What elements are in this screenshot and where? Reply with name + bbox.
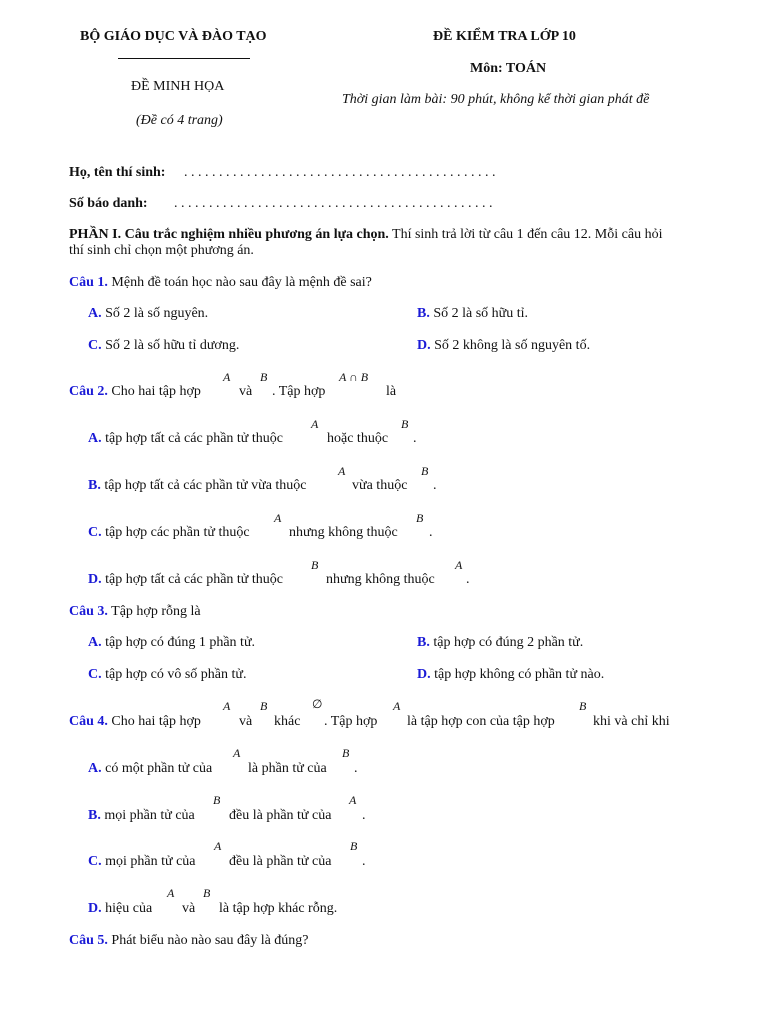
option-text: Số 2 là số nguyên. — [101, 306, 209, 321]
set-symbol: A — [311, 417, 319, 431]
q2-option-d[interactable] — [88, 572, 283, 588]
option-label: C. — [88, 854, 102, 869]
option-text: Số 2 là số hữu tỉ. — [429, 306, 529, 321]
q2-option-c[interactable] — [88, 525, 250, 541]
question-1 — [69, 275, 372, 291]
question-label: Câu 3. — [69, 604, 108, 619]
question-text: Mệnh đề toán học nào sau đây là mệnh đề sai? — [107, 275, 372, 290]
option-text: vừa thuộc — [352, 478, 408, 493]
question-label: Câu 5. — [69, 933, 108, 948]
set-symbol: A — [338, 464, 346, 478]
question-text: khi và chỉ khi — [593, 714, 670, 729]
set-symbol: B — [579, 699, 587, 713]
question-text: Cho hai tập hợp — [107, 714, 201, 729]
set-symbol: A — [233, 746, 241, 760]
part1-heading — [69, 227, 662, 243]
q1-option-d[interactable] — [417, 338, 590, 354]
option-label: D. — [417, 667, 431, 682]
student-name-label: Họ, tên thí sinh: — [69, 165, 166, 180]
question-text: là — [386, 384, 397, 399]
set-symbol: A — [393, 699, 401, 713]
question-text: Cho hai tập hợp — [107, 384, 201, 399]
q4-option-a[interactable] — [88, 761, 212, 777]
question-label: Câu 4. — [69, 714, 108, 729]
q3-option-c[interactable] — [88, 667, 247, 683]
option-label: A. — [88, 635, 102, 650]
q4-option-d[interactable] — [88, 901, 152, 917]
set-symbol: B — [421, 464, 429, 478]
option-text: . — [362, 854, 366, 869]
option-label: A. — [88, 761, 102, 776]
question-text: . Tập hợp — [272, 384, 326, 399]
set-symbol: B — [311, 558, 319, 572]
option-text: là tập hợp khác rỗng. — [219, 901, 338, 916]
empty-set-symbol: ∅ — [312, 697, 323, 711]
q3-option-a[interactable] — [88, 635, 255, 651]
set-symbol: A — [274, 511, 282, 525]
option-text: tập hợp không có phần tử nào. — [430, 667, 605, 682]
option-text: . — [466, 572, 470, 587]
student-name-field[interactable]: . . . . . . . . . . . . . . . . . . . . . . . . . . . . . . . . . . . . . . . . . . . . . — [184, 165, 496, 180]
q1-option-b[interactable] — [417, 306, 528, 322]
option-text: Số 2 không là số nguyên tố. — [430, 338, 591, 353]
set-symbol: B — [416, 511, 424, 525]
page-count: (Đề có 4 trang) — [136, 113, 223, 128]
option-label: C. — [88, 667, 102, 682]
option-text: . — [429, 525, 433, 540]
set-symbol: A — [223, 699, 231, 713]
question-3 — [69, 604, 201, 620]
option-text: . — [413, 431, 417, 446]
q3-option-d[interactable] — [417, 667, 604, 683]
option-text: là phần tử của — [248, 761, 327, 776]
option-text: đều là phần tử của — [229, 854, 332, 869]
set-symbol: B — [203, 886, 211, 900]
intersection-symbol: A ∩ B — [339, 370, 369, 384]
option-label: C. — [88, 338, 102, 353]
option-text: nhưng không thuộc — [326, 572, 435, 587]
part1-instruction: Thí sinh trả lời từ câu 1 đến câu 12. Mỗi câu hỏi — [388, 227, 663, 242]
option-text: tập hợp các phần tử thuộc — [101, 525, 250, 540]
option-label: D. — [417, 338, 431, 353]
question-2 — [69, 384, 201, 400]
option-text: có một phần tử của — [101, 761, 213, 776]
option-text: Số 2 là số hữu tỉ dương. — [101, 338, 240, 353]
question-4 — [69, 714, 201, 730]
set-symbol: B — [260, 699, 268, 713]
question-label: Câu 1. — [69, 275, 108, 290]
question-text: là tập hợp con của tập hợp — [407, 714, 555, 729]
q1-option-a[interactable] — [88, 306, 208, 322]
option-text: tập hợp có đúng 2 phần tử. — [429, 635, 584, 650]
option-label: B. — [417, 306, 430, 321]
student-id-label: Số báo danh: — [69, 196, 148, 211]
option-text: đều là phần tử của — [229, 808, 332, 823]
question-text: và — [239, 714, 253, 729]
ministry-name: BỘ GIÁO DỤC VÀ ĐÀO TẠO — [80, 29, 267, 44]
set-symbol: A — [455, 558, 463, 572]
question-text: Phát biểu nào nào sau đây là đúng? — [107, 933, 309, 948]
question-text: khác — [274, 714, 301, 729]
option-text: hoặc thuộc — [327, 431, 389, 446]
student-id-field[interactable]: . . . . . . . . . . . . . . . . . . . . . . . . . . . . . . . . . . . . . . . . . . . . . . — [174, 196, 493, 211]
set-symbol: A — [214, 839, 222, 853]
q3-option-b[interactable] — [417, 635, 583, 651]
exam-time: Thời gian làm bài: 90 phút, không kể thời gian phát đề — [342, 92, 650, 107]
exam-type: ĐỀ MINH HỌA — [131, 79, 225, 94]
option-label: B. — [88, 808, 101, 823]
option-text: hiệu của — [101, 901, 153, 916]
option-text: mọi phần tử của — [100, 808, 195, 823]
set-symbol: A — [349, 793, 357, 807]
option-text: tập hợp tất cả các phần tử vừa thuộc — [100, 478, 307, 493]
option-text: tập hợp có đúng 1 phần tử. — [101, 635, 256, 650]
q4-option-c[interactable] — [88, 854, 196, 870]
question-text: Tập hợp rỗng là — [107, 604, 201, 619]
option-text: tập hợp có vô số phần tử. — [101, 667, 247, 682]
option-label: B. — [88, 478, 101, 493]
question-label: Câu 2. — [69, 384, 108, 399]
set-symbol: B — [260, 370, 268, 384]
option-label: D. — [88, 901, 102, 916]
option-label: A. — [88, 306, 102, 321]
q2-option-b[interactable] — [88, 478, 307, 494]
option-label: C. — [88, 525, 102, 540]
header-divider — [118, 58, 250, 59]
option-text: . — [354, 761, 358, 776]
set-symbol: A — [167, 886, 175, 900]
exam-subject: Môn: TOÁN — [470, 61, 547, 76]
exam-title: ĐỀ KIỂM TRA LỚP 10 — [433, 29, 576, 44]
question-text: . Tập hợp — [324, 714, 378, 729]
option-label: D. — [88, 572, 102, 587]
option-text: tập hợp tất cả các phần tử thuộc — [101, 572, 283, 587]
option-text: mọi phần tử của — [101, 854, 196, 869]
set-symbol: B — [213, 793, 221, 807]
set-symbol: B — [401, 417, 409, 431]
part1-title: PHẦN I. Câu trắc nghiệm nhiều phương án lựa chọn. — [69, 227, 389, 242]
question-5 — [69, 933, 309, 949]
option-text: . — [433, 478, 437, 493]
question-text: và — [239, 384, 253, 399]
option-text: nhưng không thuộc — [289, 525, 398, 540]
option-label: B. — [417, 635, 430, 650]
q1-option-c[interactable] — [88, 338, 239, 354]
option-label: A. — [88, 431, 102, 446]
q2-option-a[interactable] — [88, 431, 283, 447]
q4-option-b[interactable] — [88, 808, 195, 824]
set-symbol: B — [342, 746, 350, 760]
part1-instruction-2: thí sinh chỉ chọn một phương án. — [69, 243, 254, 258]
option-text: và — [182, 901, 196, 916]
option-text: . — [362, 808, 366, 823]
option-text: tập hợp tất cả các phần tử thuộc — [101, 431, 283, 446]
set-symbol: B — [350, 839, 358, 853]
set-symbol: A — [223, 370, 231, 384]
